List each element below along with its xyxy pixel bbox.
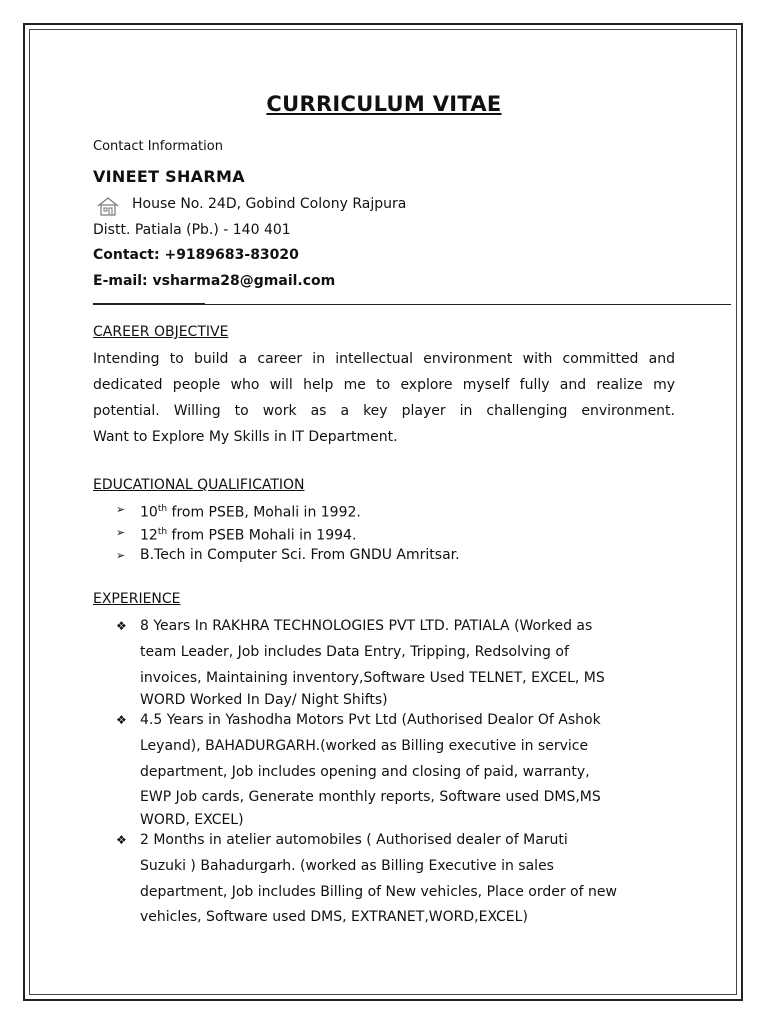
candidate-name: VINEET SHARMA <box>93 167 245 186</box>
experience-heading: EXPERIENCE <box>93 591 181 607</box>
career-line: Want to Explore My Skills in IT Department. <box>93 429 398 445</box>
career-line: dedicated people who will help me to explore myself fully and realize my <box>93 377 675 393</box>
diamond-bullet-icon: ❖ <box>116 713 127 727</box>
contact-email: E-mail: vsharma28@gmail.com <box>93 273 336 289</box>
career-objective-text <box>93 346 675 450</box>
list-item: ➢ 10th from PSEB, Mohali in 1992. <box>116 500 460 523</box>
arrow-bullet-icon: ➢ <box>116 526 126 540</box>
address-line-2: Distt. Patiala (Pb.) - 140 401 <box>93 222 291 238</box>
career-objective-heading: CAREER OBJECTIVE <box>93 324 229 340</box>
house-icon <box>96 196 120 216</box>
education-heading: EDUCATIONAL QUALIFICATION <box>93 477 305 493</box>
education-list <box>116 500 460 566</box>
career-line: potential. Willing to work as a key player in challenging environment. <box>93 403 675 419</box>
arrow-bullet-icon: ➢ <box>116 503 126 516</box>
contact-phone: Contact: +9189683-83020 <box>93 247 299 263</box>
address-line-1: House No. 24D, Gobind Colony Rajpura <box>132 196 407 212</box>
contact-information-label: Contact Information <box>93 139 223 154</box>
diamond-bullet-icon: ❖ <box>116 833 127 847</box>
section-divider-accent <box>93 303 205 304</box>
arrow-bullet-icon: ➢ <box>116 549 126 563</box>
list-item: ➢ 12th from PSEB Mohali in 1994. <box>116 523 460 546</box>
career-line: Intending to build a career in intellectual environment with committed and <box>93 351 675 367</box>
diamond-bullet-icon: ❖ <box>116 619 127 633</box>
section-divider <box>93 304 731 305</box>
document-title: CURRICULUM VITAE <box>266 92 502 116</box>
list-item: ➢ B.Tech in Computer Sci. From GNDU Amritsar. <box>116 546 460 566</box>
